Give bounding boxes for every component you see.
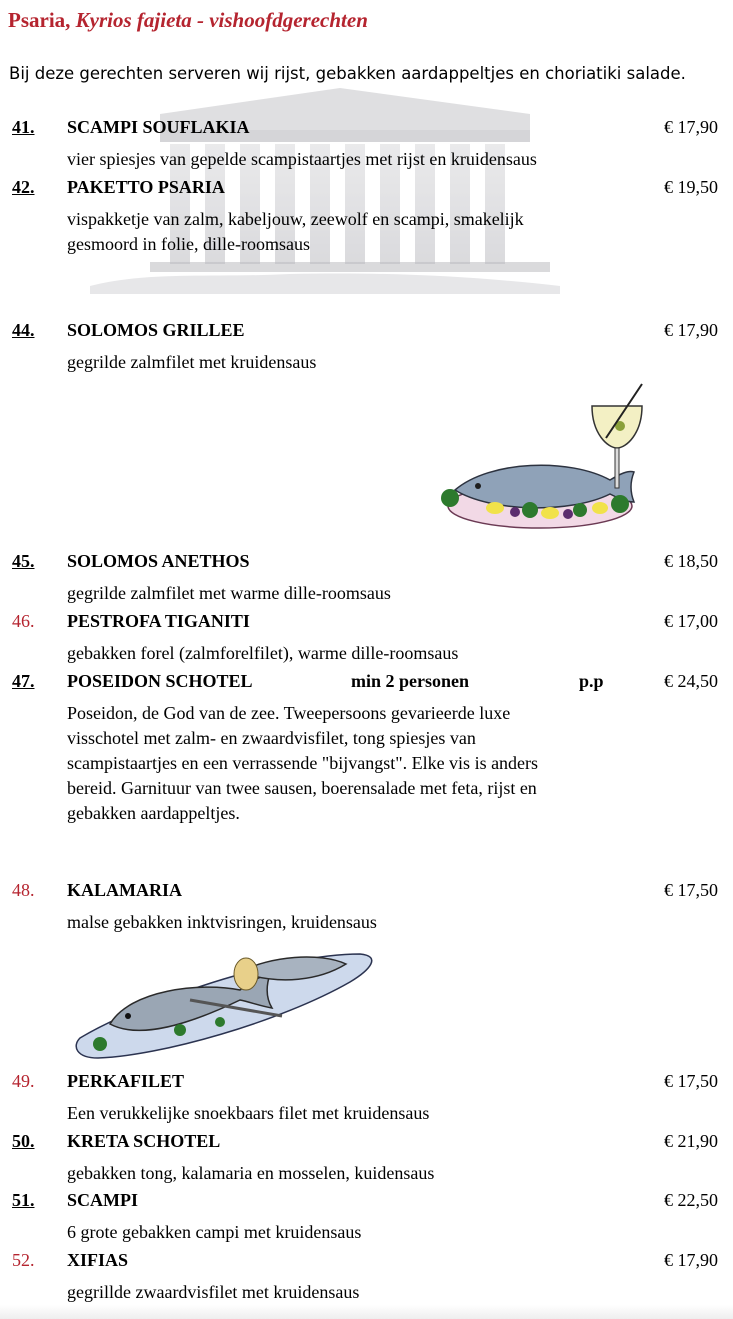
item-description [67, 910, 377, 935]
desc-line: visschotel met zalm- en zwaardvisfilet, tong spiesjes van [67, 728, 476, 748]
item-name: PERKAFILET [67, 1071, 185, 1091]
item-number: 50. [12, 1131, 35, 1151]
item-description [67, 147, 537, 172]
item-name: POSEIDON SCHOTEL [67, 671, 253, 691]
desc-line: malse gebakken inktvisringen, kruidensaus [67, 912, 377, 932]
title-plain: Psaria, [8, 8, 76, 32]
item-name: KALAMARIA [67, 880, 182, 900]
desc-line: gebakken tong, kalamaria en mosselen, kuidensaus [67, 1163, 435, 1183]
min-persons-note: min 2 personen [351, 671, 470, 691]
item-name: SCAMPI SOUFLAKIA [67, 117, 250, 137]
item-price: € 22,50 [664, 1190, 718, 1210]
desc-line: gesmoord in folie, dille-roomsaus [67, 234, 310, 254]
item-name: SOLOMOS ANETHOS [67, 551, 250, 571]
item-description [67, 701, 538, 826]
item-description [67, 641, 458, 666]
item-number: 52. [12, 1250, 35, 1270]
desc-line: gegrillde zwaardvisfilet met kruidensaus [67, 1282, 360, 1302]
fish-platter-illustration [420, 378, 650, 538]
item-number: 47. [12, 671, 35, 691]
item-price: € 17,00 [664, 611, 718, 631]
per-person-note: p.p [579, 671, 604, 691]
desc-line: vier spiesjes van gepelde scampistaartjes met rijst en kruidensaus [67, 149, 537, 169]
item-number: 48. [12, 880, 35, 900]
item-name: SCAMPI [67, 1190, 138, 1210]
item-number: 49. [12, 1071, 35, 1091]
desc-line: bereid. Garnituur van twee sausen, boerensalade met feta, rijst en [67, 778, 537, 798]
item-description [67, 1220, 361, 1245]
desc-line: gegrilde zalmfilet met warme dille-roomsaus [67, 583, 391, 603]
desc-line: gebakken forel (zalmforelfilet), warme dille-roomsaus [67, 643, 459, 663]
item-description [67, 1161, 434, 1186]
item-description [67, 1101, 429, 1126]
item-price: € 24,50 [664, 671, 718, 691]
item-description [67, 581, 391, 606]
desc-line: 6 grote gebakken campi met kruidensaus [67, 1222, 362, 1242]
desc-line: Een verukkelijke snoekbaars filet met kruidensaus [67, 1103, 430, 1123]
item-price: € 19,50 [664, 177, 718, 197]
desc-line: scampistaartjes en een verrassende "bijvangst". Elke vis is anders [67, 753, 539, 773]
intro-text: Bij deze gerechten serveren wij rijst, gebakken aardappeltjes en choriatiki salade. [9, 64, 686, 83]
item-name: PESTROFA TIGANITI [67, 611, 250, 631]
item-name: KRETA SCHOTEL [67, 1131, 221, 1151]
item-name: SOLOMOS GRILLEE [67, 320, 245, 340]
item-price: € 17,90 [664, 117, 718, 137]
item-name: PAKETTO PSARIA [67, 177, 225, 197]
item-price: € 17,50 [664, 880, 718, 900]
item-description [67, 1280, 359, 1305]
item-description [67, 350, 316, 375]
item-price: € 17,50 [664, 1071, 718, 1091]
desc-line: gegrilde zalmfilet met kruidensaus [67, 352, 317, 372]
item-price: € 21,90 [664, 1131, 718, 1151]
item-number: 42. [12, 177, 35, 197]
item-name: XIFIAS [67, 1250, 129, 1270]
item-price: € 17,90 [664, 320, 718, 340]
item-number: 45. [12, 551, 35, 571]
item-number: 46. [12, 611, 35, 631]
desc-line: gebakken aardappeltjes. [67, 803, 240, 823]
desc-line: vispakketje van zalm, kabeljouw, zeewolf en scampi, smakelijk [67, 209, 524, 229]
item-number: 41. [12, 117, 35, 137]
item-number: 44. [12, 320, 35, 340]
desc-line: Poseidon, de God van de zee. Tweepersoons gevarieerde luxe [67, 703, 511, 723]
item-price: € 17,90 [664, 1250, 718, 1270]
page-title [8, 8, 368, 33]
item-number: 51. [12, 1190, 35, 1210]
item-price: € 18,50 [664, 551, 718, 571]
bottom-fade [0, 1305, 733, 1319]
fish-dish-illustration [70, 946, 380, 1061]
item-description [67, 207, 524, 257]
title-italic: Kyrios fajieta - vishoofdgerechten [75, 8, 368, 32]
